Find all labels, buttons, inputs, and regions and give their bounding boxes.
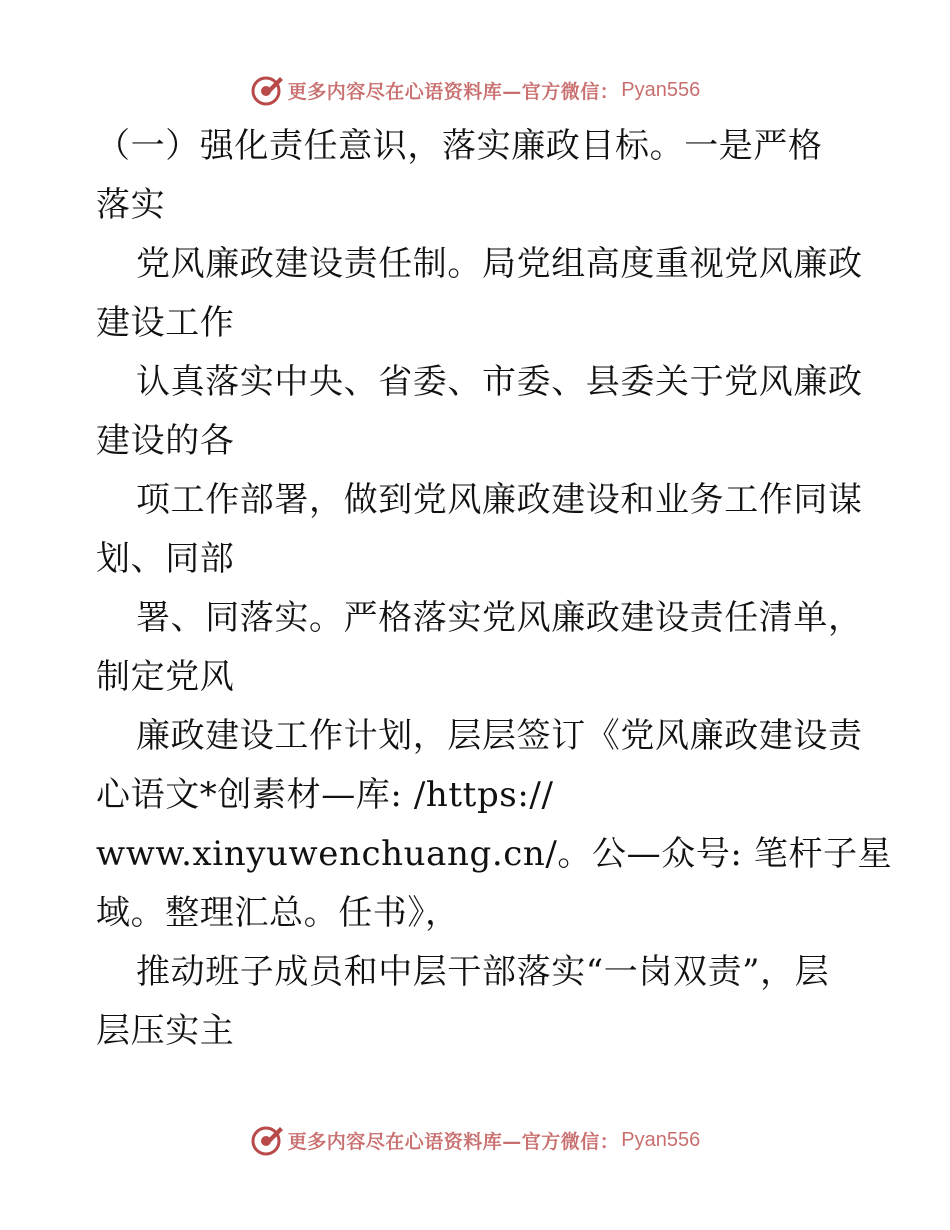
- banner-text: 更多内容尽在心语资料库—官方微信：: [287, 1130, 620, 1153]
- paragraph-line: 认真落实中央、省委、市委、县委关于党风廉政: [136, 362, 863, 402]
- paragraph-line: 心语文*创素材—库: /https://: [96, 775, 554, 815]
- pen-logo-icon: [250, 1123, 284, 1157]
- paragraph-line: 落实: [96, 185, 166, 225]
- header-banner: [0, 70, 950, 110]
- pen-logo-icon: [250, 73, 284, 107]
- paragraph-line: 廉政建设工作计划，层层签订《党风廉政建设责: [136, 716, 863, 756]
- banner-text: 更多内容尽在心语资料库—官方微信：: [287, 80, 620, 103]
- paragraph-line: 划、同部: [96, 539, 235, 579]
- paragraph-line: 党风廉政建设责任制。局党组高度重视党风廉政: [136, 244, 863, 284]
- document-body: [96, 117, 893, 1061]
- banner-wechat-id: Pyan556: [621, 1128, 701, 1151]
- paragraph-line: 建设工作: [96, 303, 235, 343]
- paragraph-line: 项工作部署，做到党风廉政建设和业务工作同谋: [136, 480, 863, 520]
- paragraph-line: 域。整理汇总。任书》，: [96, 893, 460, 933]
- paragraph-line: 建设的各: [96, 421, 235, 461]
- footer-banner: [0, 1120, 950, 1160]
- paragraph-line: 推动班子成员和中层干部落实“一岗双责”，层: [136, 952, 830, 992]
- paragraph-line: 层压实主: [96, 1011, 235, 1051]
- banner-wechat-id: Pyan556: [621, 78, 701, 101]
- paragraph-line: （一）强化责任意识，落实廉政目标。一是严格: [96, 126, 823, 166]
- paragraph-line: 署、同落实。严格落实党风廉政建设责任清单，: [136, 598, 863, 638]
- paragraph-line: www.xinyuwenchuang.cn/。公—众号: 笔杆子星: [96, 834, 893, 874]
- paragraph-line: 制定党风: [96, 657, 235, 697]
